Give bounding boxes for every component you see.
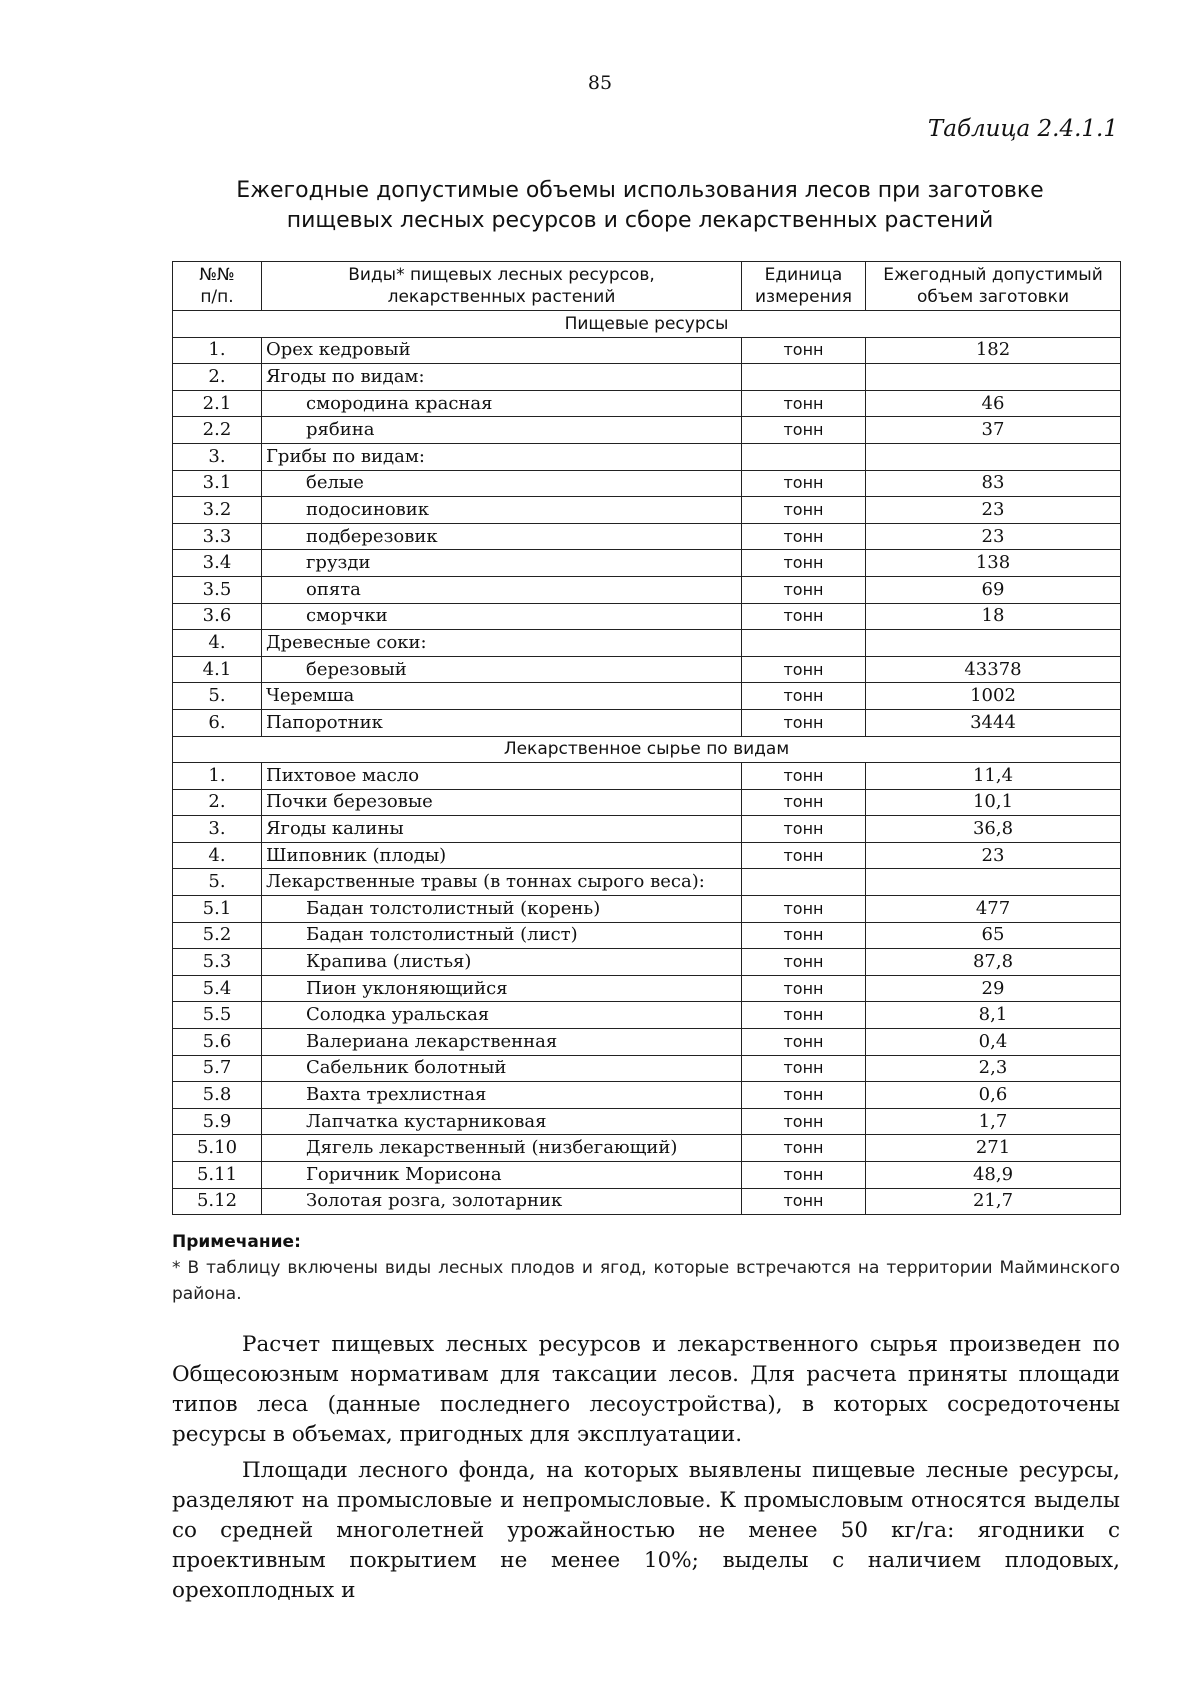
row-value: 10,1 xyxy=(866,789,1121,816)
row-value: 3444 xyxy=(866,709,1121,736)
table-row xyxy=(173,550,1121,577)
row-unit: тонн xyxy=(742,683,866,710)
row-number: 4.1 xyxy=(173,656,262,683)
table-row xyxy=(173,576,1121,603)
section-row xyxy=(173,311,1121,338)
row-name: грузди xyxy=(262,550,742,577)
header-num xyxy=(173,262,262,311)
table-row xyxy=(173,949,1121,976)
header-unit-line-1: Единица xyxy=(764,265,843,285)
row-number: 5.2 xyxy=(173,922,262,949)
row-number: 1. xyxy=(173,763,262,790)
row-number: 3.5 xyxy=(173,576,262,603)
row-value: 1002 xyxy=(866,683,1121,710)
row-unit xyxy=(742,364,866,391)
row-number: 3.3 xyxy=(173,523,262,550)
row-number: 5.3 xyxy=(173,949,262,976)
section-row xyxy=(173,736,1121,763)
table-row xyxy=(173,470,1121,497)
row-value xyxy=(866,364,1121,391)
heading-line-2: пищевых лесных ресурсов и сборе лекарственных растений xyxy=(286,208,994,233)
row-number: 5.12 xyxy=(173,1188,262,1215)
row-name: Ягоды калины xyxy=(262,816,742,843)
table-row xyxy=(173,656,1121,683)
row-value: 29 xyxy=(866,975,1121,1002)
note-title: Примечание: xyxy=(172,1232,301,1252)
row-number: 5.4 xyxy=(173,975,262,1002)
row-name: подберезовик xyxy=(262,523,742,550)
row-number: 4. xyxy=(173,842,262,869)
row-name: Сабельник болотный xyxy=(262,1055,742,1082)
row-name: Папоротник xyxy=(262,709,742,736)
row-unit: тонн xyxy=(742,1135,866,1162)
table-row xyxy=(173,337,1121,364)
table-row xyxy=(173,417,1121,444)
row-unit: тонн xyxy=(742,497,866,524)
row-number: 5. xyxy=(173,683,262,710)
row-unit: тонн xyxy=(742,896,866,923)
row-number: 3.6 xyxy=(173,603,262,630)
row-name: Бадан толстолистный (лист) xyxy=(262,922,742,949)
section-title: Лекарственное сырье по видам xyxy=(173,736,1121,763)
table-row xyxy=(173,816,1121,843)
row-unit: тонн xyxy=(742,1055,866,1082)
header-value-line-1: Ежегодный допустимый xyxy=(883,265,1103,285)
row-unit: тонн xyxy=(742,1108,866,1135)
row-unit: тонн xyxy=(742,417,866,444)
table-row xyxy=(173,603,1121,630)
row-unit: тонн xyxy=(742,603,866,630)
row-value: 21,7 xyxy=(866,1188,1121,1215)
row-name: опята xyxy=(262,576,742,603)
table-row xyxy=(173,390,1121,417)
row-name: Пион уклоняющийся xyxy=(262,975,742,1002)
row-number: 6. xyxy=(173,709,262,736)
row-name: Крапива (листья) xyxy=(262,949,742,976)
row-value: 2,3 xyxy=(866,1055,1121,1082)
table-label: Таблица 2.4.1.1 xyxy=(927,116,1118,142)
row-value: 23 xyxy=(866,523,1121,550)
table-row xyxy=(173,709,1121,736)
row-unit: тонн xyxy=(742,656,866,683)
row-value xyxy=(866,443,1121,470)
row-number: 2.2 xyxy=(173,417,262,444)
row-name: Ягоды по видам: xyxy=(262,364,742,391)
table-row xyxy=(173,364,1121,391)
row-name: Древесные соки: xyxy=(262,630,742,657)
row-number: 2.1 xyxy=(173,390,262,417)
header-name-line-1: Виды* пищевых лесных ресурсов, xyxy=(348,265,655,285)
row-unit: тонн xyxy=(742,470,866,497)
row-unit: тонн xyxy=(742,789,866,816)
table-row xyxy=(173,630,1121,657)
header-unit-line-2: измерения xyxy=(754,287,852,307)
table-row xyxy=(173,896,1121,923)
row-number: 5.1 xyxy=(173,896,262,923)
table-body xyxy=(173,311,1121,1215)
row-value: 43378 xyxy=(866,656,1121,683)
row-name: Солодка уральская xyxy=(262,1002,742,1029)
row-name: Почки березовые xyxy=(262,789,742,816)
row-unit: тонн xyxy=(742,550,866,577)
row-number: 5.10 xyxy=(173,1135,262,1162)
section-title: Пищевые ресурсы xyxy=(173,311,1121,338)
row-name: подосиновик xyxy=(262,497,742,524)
table-row xyxy=(173,1002,1121,1029)
row-unit: тонн xyxy=(742,390,866,417)
row-unit xyxy=(742,630,866,657)
table-row xyxy=(173,789,1121,816)
row-value: 36,8 xyxy=(866,816,1121,843)
page-number: 85 xyxy=(587,72,613,94)
row-number: 3.1 xyxy=(173,470,262,497)
row-number: 3. xyxy=(173,816,262,843)
row-name: Валериана лекарственная xyxy=(262,1029,742,1056)
row-name: Вахта трехлистная xyxy=(262,1082,742,1109)
row-value: 65 xyxy=(866,922,1121,949)
resources-table xyxy=(172,261,1121,1215)
row-number: 5.11 xyxy=(173,1162,262,1189)
row-name: сморчки xyxy=(262,603,742,630)
row-name: рябина xyxy=(262,417,742,444)
row-number: 5.9 xyxy=(173,1108,262,1135)
row-value: 8,1 xyxy=(866,1002,1121,1029)
row-value: 87,8 xyxy=(866,949,1121,976)
table-row xyxy=(173,1135,1121,1162)
row-unit: тонн xyxy=(742,523,866,550)
row-value: 83 xyxy=(866,470,1121,497)
table-row xyxy=(173,1188,1121,1215)
row-unit: тонн xyxy=(742,816,866,843)
table-row xyxy=(173,1055,1121,1082)
row-value: 37 xyxy=(866,417,1121,444)
table-row xyxy=(173,922,1121,949)
table-row xyxy=(173,1082,1121,1109)
row-unit: тонн xyxy=(742,842,866,869)
header-value xyxy=(866,262,1121,311)
table-row xyxy=(173,1108,1121,1135)
row-number: 3. xyxy=(173,443,262,470)
row-unit: тонн xyxy=(742,1188,866,1215)
row-name: белые xyxy=(262,470,742,497)
row-value: 69 xyxy=(866,576,1121,603)
table-row xyxy=(173,763,1121,790)
row-number: 2. xyxy=(173,364,262,391)
header-name-line-2: лекарственных растений xyxy=(387,287,616,307)
row-unit: тонн xyxy=(742,709,866,736)
row-number: 1. xyxy=(173,337,262,364)
row-value: 23 xyxy=(866,842,1121,869)
row-value: 1,7 xyxy=(866,1108,1121,1135)
row-value: 138 xyxy=(866,550,1121,577)
row-value: 46 xyxy=(866,390,1121,417)
header-num-line-2: п/п. xyxy=(200,287,234,307)
table-heading xyxy=(160,176,1120,236)
row-number: 3.2 xyxy=(173,497,262,524)
row-unit: тонн xyxy=(742,1029,866,1056)
row-number: 5. xyxy=(173,869,262,896)
body-paragraph-2: Площади лесного фонда, на которых выявлены пищевые лесные ресурсы, разделяют на промысловые и непромысловые. К промысловым относятся выделы со средней многолетней урожайностью не менее 50 кг/га: ягодники с проективным покрытием не менее 10%; выделы с наличием плодовых, орехоплодных и xyxy=(172,1458,1120,1603)
row-unit: тонн xyxy=(742,337,866,364)
header-value-line-2: объем заготовки xyxy=(916,287,1069,307)
row-value xyxy=(866,630,1121,657)
row-number: 5.6 xyxy=(173,1029,262,1056)
table-row xyxy=(173,523,1121,550)
table-row xyxy=(173,1029,1121,1056)
row-unit: тонн xyxy=(742,922,866,949)
row-value: 182 xyxy=(866,337,1121,364)
body-paragraph-1: Расчет пищевых лесных ресурсов и лекарственного сырья произведен по Общесоюзным нормативам для таксации лесов. Для расчета приняты площади типов леса (данные последнего лесоустройства), в которых сосредоточены ресурсы в объемах, пригодных для эксплуатации. xyxy=(172,1332,1120,1447)
row-name: Пихтовое масло xyxy=(262,763,742,790)
row-value: 23 xyxy=(866,497,1121,524)
header-num-line-1: №№ xyxy=(199,265,235,285)
table-row xyxy=(173,683,1121,710)
row-value: 18 xyxy=(866,603,1121,630)
row-unit: тонн xyxy=(742,763,866,790)
table-header-row xyxy=(173,262,1121,311)
row-name: Лапчатка кустарниковая xyxy=(262,1108,742,1135)
row-value xyxy=(866,869,1121,896)
row-name: Лекарственные травы (в тоннах сырого веса): xyxy=(262,869,742,896)
row-name: березовый xyxy=(262,656,742,683)
row-number: 5.5 xyxy=(173,1002,262,1029)
row-name: Грибы по видам: xyxy=(262,443,742,470)
row-unit: тонн xyxy=(742,1082,866,1109)
row-unit: тонн xyxy=(742,576,866,603)
row-value: 271 xyxy=(866,1135,1121,1162)
row-value: 477 xyxy=(866,896,1121,923)
row-unit: тонн xyxy=(742,949,866,976)
row-number: 3.4 xyxy=(173,550,262,577)
row-value: 48,9 xyxy=(866,1162,1121,1189)
row-value: 0,6 xyxy=(866,1082,1121,1109)
row-name: Черемша xyxy=(262,683,742,710)
row-number: 4. xyxy=(173,630,262,657)
row-value: 11,4 xyxy=(866,763,1121,790)
row-name: смородина красная xyxy=(262,390,742,417)
row-name: Бадан толстолистный (корень) xyxy=(262,896,742,923)
row-unit: тонн xyxy=(742,1162,866,1189)
row-name: Дягель лекарственный (низбегающий) xyxy=(262,1135,742,1162)
table-row xyxy=(173,975,1121,1002)
note-text: * В таблицу включены виды лесных плодов и ягод, которые встречаются на территории Майминского района. xyxy=(172,1258,1120,1304)
row-number: 2. xyxy=(173,789,262,816)
table-row xyxy=(173,1162,1121,1189)
table-row xyxy=(173,869,1121,896)
row-number: 5.7 xyxy=(173,1055,262,1082)
row-name: Орех кедровый xyxy=(262,337,742,364)
heading-line-1: Ежегодные допустимые объемы использования лесов при заготовке xyxy=(236,178,1044,203)
row-number: 5.8 xyxy=(173,1082,262,1109)
row-name: Горичник Морисона xyxy=(262,1162,742,1189)
row-unit xyxy=(742,443,866,470)
row-name: Золотая розга, золотарник xyxy=(262,1188,742,1215)
header-unit xyxy=(742,262,866,311)
table-row xyxy=(173,842,1121,869)
header-name xyxy=(262,262,742,311)
row-value: 0,4 xyxy=(866,1029,1121,1056)
table-row xyxy=(173,497,1121,524)
row-unit: тонн xyxy=(742,1002,866,1029)
table-row xyxy=(173,443,1121,470)
row-unit: тонн xyxy=(742,975,866,1002)
row-unit xyxy=(742,869,866,896)
row-name: Шиповник (плоды) xyxy=(262,842,742,869)
